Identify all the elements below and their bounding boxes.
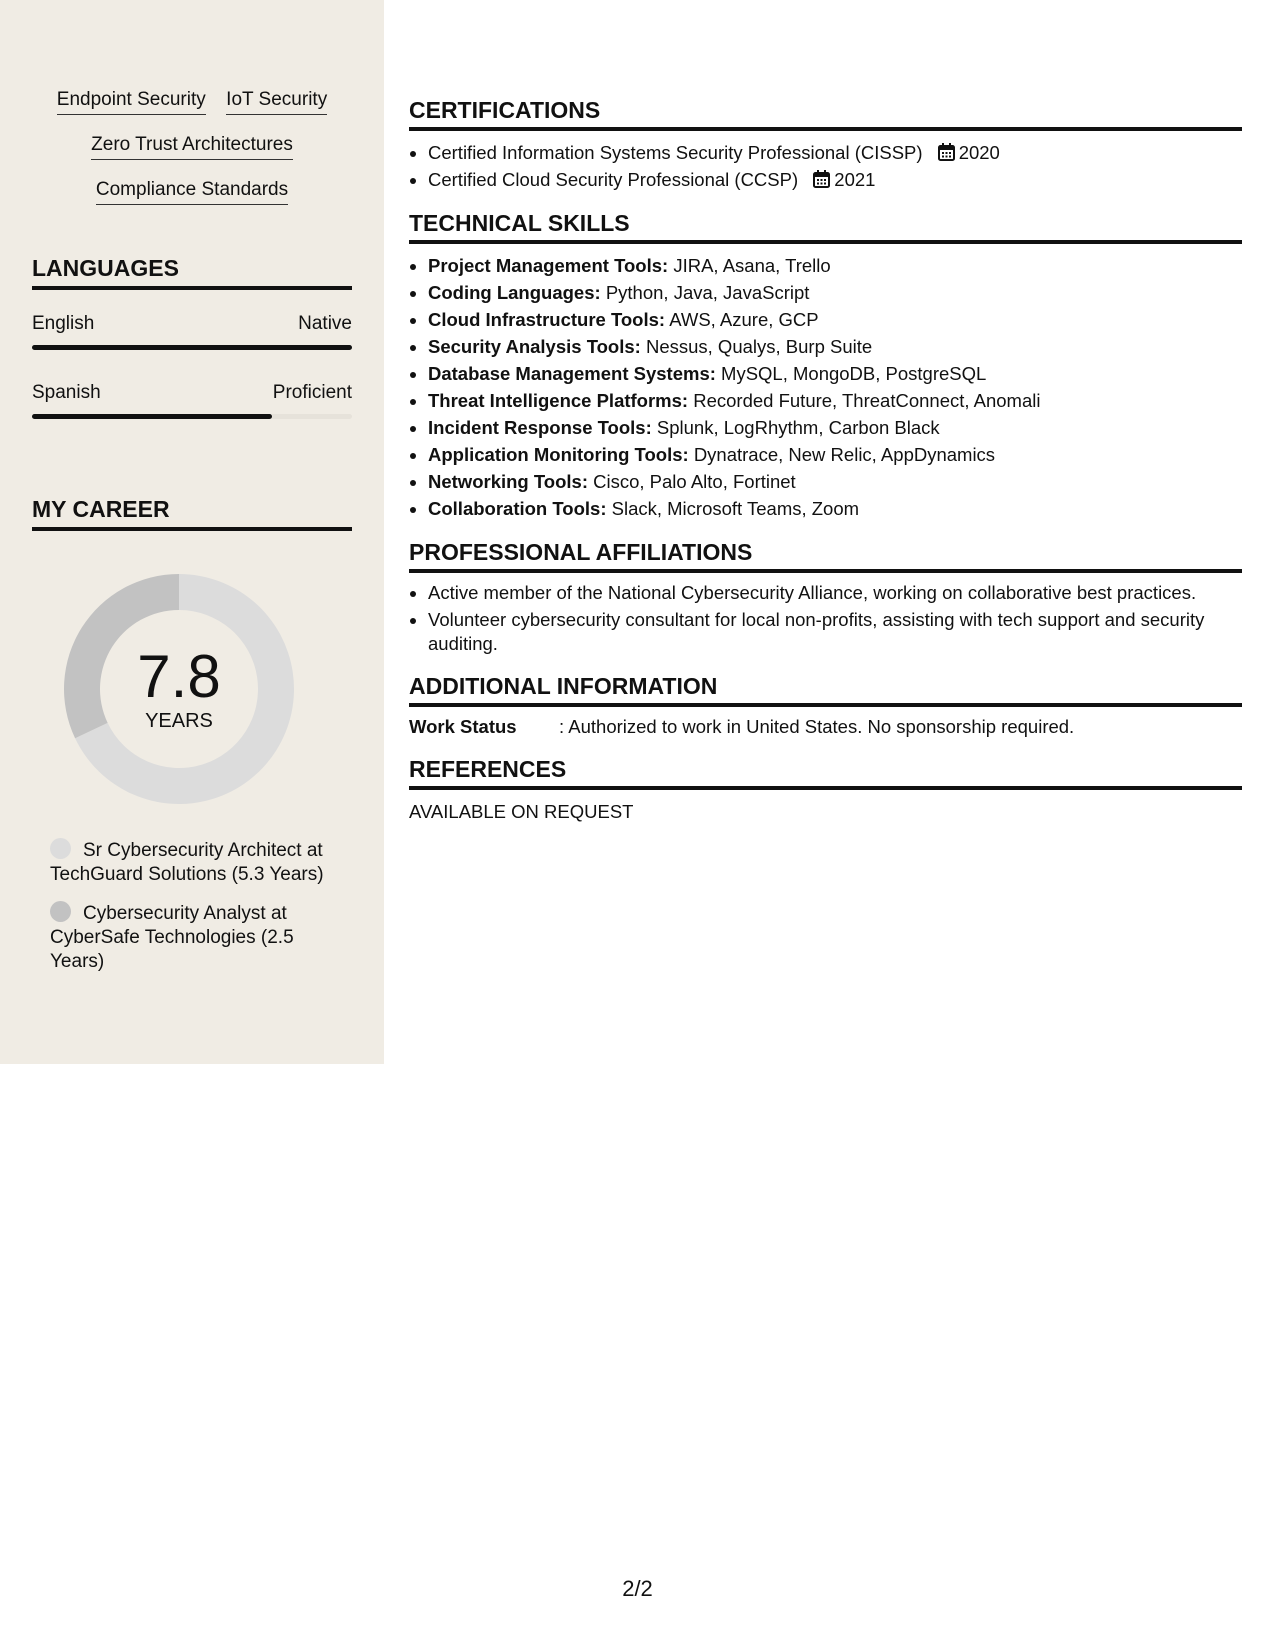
skill-value: Splunk, LogRhythm, Carbon Black — [656, 417, 940, 438]
career-years-unit: YEARS — [145, 710, 213, 732]
section-heading: ADDITIONAL INFORMATION — [409, 672, 1242, 707]
work-status-value: : Authorized to work in United States. No sponsorship required. — [559, 716, 1075, 737]
skill-value: Cisco, Palo Alto, Fortinet — [593, 471, 796, 492]
skill-value: Python, Java, JavaScript — [605, 282, 810, 303]
skill-item — [428, 468, 1242, 495]
proficiency-bar — [32, 414, 352, 419]
skill-tag: Compliance Standards — [96, 178, 288, 205]
legend-dot-icon — [50, 838, 71, 859]
section-heading: CERTIFICATIONS — [409, 96, 1242, 131]
work-status-row — [409, 715, 1242, 739]
work-status-label: Work Status — [409, 716, 517, 737]
skill-label: Networking Tools: — [428, 471, 588, 492]
proficiency-fill — [32, 414, 272, 419]
skill-label: Project Management Tools: — [428, 255, 669, 276]
proficiency-fill — [32, 345, 352, 350]
skill-tag: IoT Security — [226, 88, 327, 115]
page-number: 2/2 — [622, 1576, 653, 1601]
proficiency-bar — [32, 345, 352, 350]
certifications-section — [409, 96, 1242, 193]
donut-center — [64, 574, 294, 804]
skill-value: AWS, Azure, GCP — [669, 309, 819, 330]
certification-item — [428, 139, 1242, 166]
skill-value: Nessus, Qualys, Burp Suite — [645, 336, 873, 357]
skill-item — [428, 306, 1242, 333]
skill-item — [428, 414, 1242, 441]
certification-year: 2020 — [958, 142, 1000, 163]
skill-label: Collaboration Tools: — [428, 498, 607, 519]
skill-tag: Endpoint Security — [57, 88, 206, 115]
skill-label: Security Analysis Tools: — [428, 336, 641, 357]
calendar-icon — [938, 143, 955, 161]
skill-label: Incident Response Tools: — [428, 417, 652, 438]
affiliation-item: • Volunteer cybersecurity consultant for local non-profits, assisting with tech support and security auditing. — [428, 608, 1242, 656]
references-section — [409, 755, 1242, 824]
language-level: Proficient — [272, 382, 352, 403]
skill-item — [428, 279, 1242, 306]
certification-item — [428, 166, 1242, 193]
career-total-years: 7.8 — [137, 643, 221, 710]
language-name: Spanish — [32, 382, 101, 403]
skill-label: Application Monitoring Tools: — [428, 444, 689, 465]
certification-name: Certified Cloud Security Professional (CCSP) — [428, 169, 799, 190]
certification-year: 2021 — [834, 169, 876, 190]
skill-item — [428, 441, 1242, 468]
career-legend — [50, 838, 340, 988]
skill-tags — [0, 88, 384, 223]
skill-value: MySQL, MongoDB, PostgreSQL — [721, 363, 987, 384]
affiliations-section — [409, 538, 1242, 656]
technical-skills-section — [409, 209, 1242, 522]
references-text: AVAILABLE ON REQUEST — [409, 801, 634, 822]
section-heading: PROFESSIONAL AFFILIATIONS — [409, 538, 1242, 573]
tag-row — [0, 88, 384, 133]
main-content — [409, 96, 1242, 840]
language-spanish — [32, 381, 352, 419]
skill-label: Threat Intelligence Platforms: — [428, 390, 689, 411]
skill-item — [428, 333, 1242, 360]
skill-item — [428, 252, 1242, 279]
certification-name: Certified Information Systems Security Professional (CISSP) — [428, 142, 923, 163]
skill-tag: Zero Trust Architectures — [91, 133, 293, 160]
calendar-icon — [813, 170, 830, 188]
section-heading: TECHNICAL SKILLS — [409, 209, 1242, 244]
skill-label: Database Management Systems: — [428, 363, 716, 384]
skill-item — [428, 495, 1242, 522]
skill-label: Coding Languages: — [428, 282, 601, 303]
career-role — [50, 838, 340, 887]
skill-item — [428, 387, 1242, 414]
skill-value: Recorded Future, ThreatConnect, Anomali — [693, 390, 1041, 411]
career-role-text: Cybersecurity Analyst at CyberSafe Technologies (2.5 Years) — [50, 903, 294, 972]
tag-row — [0, 178, 384, 223]
career-role — [50, 901, 340, 974]
career-heading: MY CAREER — [32, 495, 352, 531]
sidebar — [0, 0, 384, 1064]
language-english — [32, 312, 352, 350]
language-level: Native — [298, 313, 352, 334]
skill-value: Dynatrace, New Relic, AppDynamics — [693, 444, 996, 465]
skill-value: JIRA, Asana, Trello — [673, 255, 831, 276]
language-name: English — [32, 313, 95, 334]
section-heading: REFERENCES — [409, 755, 1242, 790]
languages-heading: LANGUAGES — [32, 254, 352, 290]
skill-label: Cloud Infrastructure Tools: — [428, 309, 666, 330]
additional-info-section — [409, 672, 1242, 739]
skill-item — [428, 360, 1242, 387]
skill-value: Slack, Microsoft Teams, Zoom — [611, 498, 860, 519]
legend-dot-icon — [50, 901, 71, 922]
tag-row — [0, 133, 384, 178]
affiliation-item: • Active member of the National Cybersecurity Alliance, working on collaborative best practices. — [428, 581, 1242, 605]
career-role-text: Sr Cybersecurity Architect at TechGuard Solutions (5.3 Years) — [50, 840, 324, 885]
